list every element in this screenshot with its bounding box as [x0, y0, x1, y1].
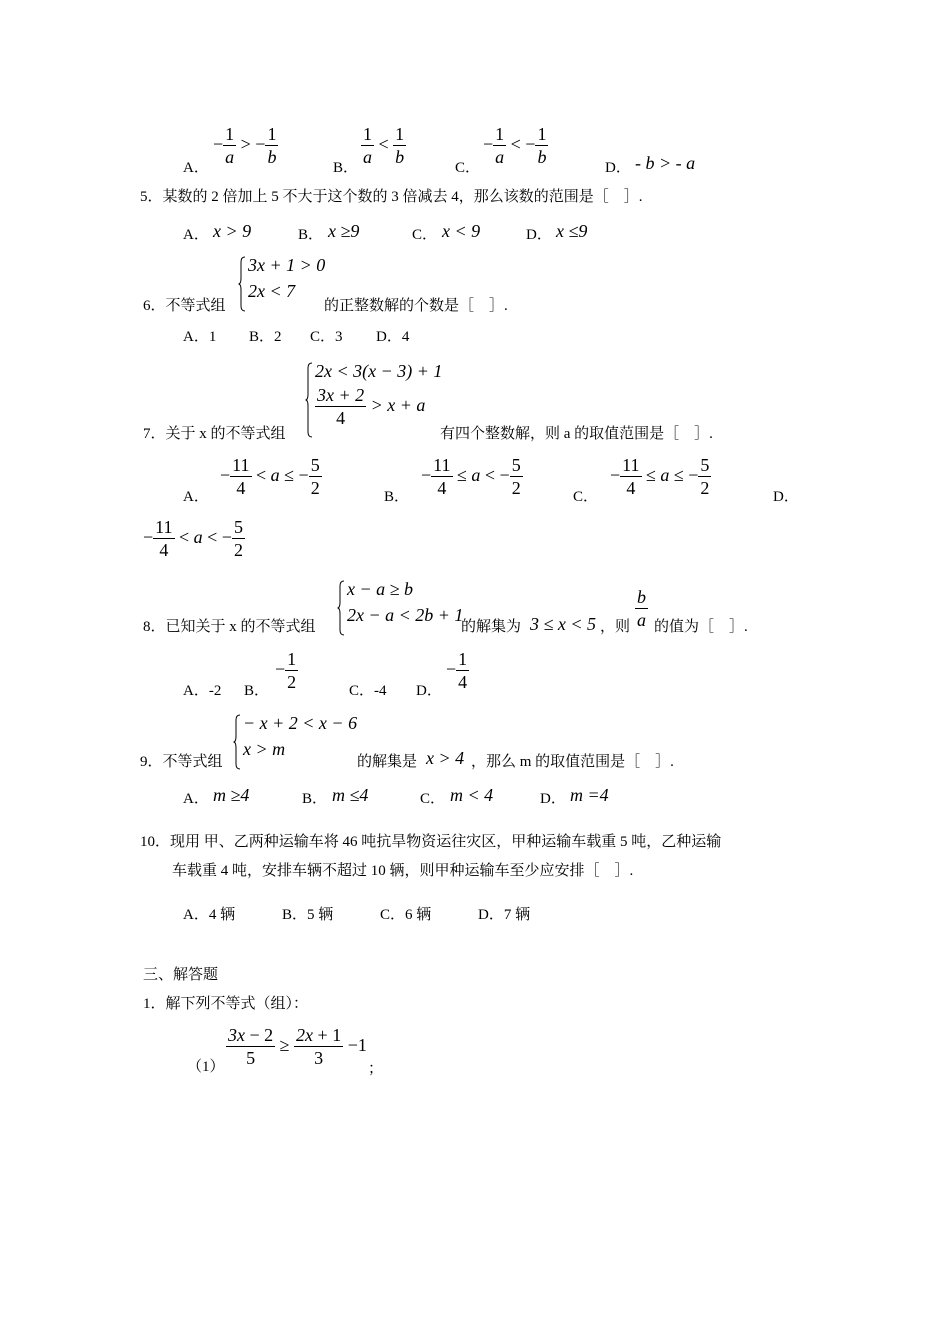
q6-system-row1: 3x + 1 > 0: [248, 255, 326, 275]
section3-sub1-end: ；: [368, 1061, 384, 1077]
q9-system-row1: − x + 2 < x − 6: [243, 713, 358, 733]
q7-b-math: − $\frac{11}{4}$ ≤ a < − $\frac{5}{2}$: [421, 455, 521, 498]
q8-suffix: 的值为［ ］.: [654, 619, 748, 635]
q4-d-math: - b > - a: [635, 153, 696, 173]
q5-a-math: x > 9: [213, 221, 252, 241]
option-label: A．: [183, 489, 209, 505]
q8-d-math: − $\frac{1}{4}$: [446, 649, 468, 692]
brace-icon: [305, 362, 313, 438]
q7-row2-denominator: 4: [336, 407, 346, 428]
option: B．2: [249, 329, 282, 345]
q9-d-math: m =4: [570, 785, 609, 805]
q7-system-row1: 2x < 3(x − 3) + 1: [315, 361, 443, 381]
q5-c-math: x < 9: [442, 221, 481, 241]
q9-a-math: m ≥4: [213, 785, 250, 805]
q8-b-math: − $\frac{1}{2}$: [275, 649, 297, 692]
option: A．4 辆: [183, 907, 236, 923]
brace-icon: [238, 256, 246, 312]
option-label: A．: [183, 227, 209, 243]
q8-ratio: $\frac{b}{a}$: [637, 587, 646, 630]
q5-d-math: x ≤9: [556, 221, 588, 241]
option-label: B．: [302, 791, 328, 807]
q5-text: 5．某数的 2 倍加上 5 不大于这个数的 3 倍减去 4，那么该数的范围是［ ］.: [140, 189, 643, 205]
q8-system-row2: 2x − a < 2b + 1: [347, 605, 464, 625]
option-label: D．: [605, 160, 631, 176]
q10-line2: 车载重 4 吨，安排车辆不超过 10 辆，则甲种运输车至少应安排［ ］.: [172, 863, 634, 879]
q6-prefix: 6．不等式组: [143, 298, 226, 314]
q9-b-math: m ≤4: [332, 785, 369, 805]
section3-sub1-math: $\frac{3x - 2}{5}$ ≥ $\frac{2x + 1}{3}$ −1: [228, 1025, 367, 1068]
q6-suffix: 的正整数解的个数是［ ］.: [324, 298, 508, 314]
q6-system: [238, 256, 325, 300]
option: C．6 辆: [380, 907, 432, 923]
q8-mid: 的解集为: [461, 619, 522, 635]
q9-c-math: m < 4: [450, 785, 494, 805]
q7-prefix: 7．关于 x 的不等式组: [143, 426, 286, 442]
option-label: B．: [298, 227, 324, 243]
option-label: C．: [573, 489, 599, 505]
option-label: B．: [244, 683, 270, 699]
section3-sub1-label: （1）: [187, 1059, 225, 1075]
q5-b-math: x ≥9: [328, 221, 360, 241]
q9-system-row2: x > m: [243, 739, 286, 759]
option-label: C．: [412, 227, 438, 243]
q9-suffix: ，那么 m 的取值范围是［ ］.: [471, 754, 674, 770]
option-label: C．: [455, 160, 481, 176]
q9-solution: x > 4: [426, 748, 465, 768]
q7-a-math: − $\frac{11}{4}$ < a ≤ − $\frac{5}{2}$: [220, 455, 320, 498]
option-label: D．: [773, 489, 799, 505]
option: B．5 辆: [282, 907, 334, 923]
option-label: D．: [540, 791, 566, 807]
section-title: 三、解答题: [143, 967, 219, 983]
brace-icon: [233, 714, 241, 770]
q4-b-math: $\frac{1}{a}$ < $\frac{1}{b}$: [363, 124, 405, 167]
option: C．-4: [349, 683, 387, 699]
q9-system: [233, 714, 357, 758]
q7-row2-numerator: 3x + 2: [317, 385, 365, 405]
option: D．7 辆: [478, 907, 531, 923]
option-label: B．: [333, 160, 359, 176]
q7-system-row2: [315, 386, 442, 428]
option-label: A．: [183, 160, 209, 176]
option: C．3: [310, 329, 343, 345]
q8-then: ，则: [600, 619, 631, 635]
q8-system-row1: x − a ≥ b: [347, 579, 414, 599]
q8-solution: 3 ≤ x < 5: [530, 614, 597, 634]
brace-icon: [337, 580, 345, 636]
q7-d-math: − $\frac{11}{4}$ < a < − $\frac{5}{2}$: [143, 517, 243, 560]
section3-q1-text: 1．解下列不等式（组）：: [143, 996, 309, 1012]
q9-prefix: 9．不等式组: [140, 754, 223, 770]
q8-prefix: 8．已知关于 x 的不等式组: [143, 619, 316, 635]
option: A．-2: [183, 683, 222, 699]
q7-suffix: 有四个整数解，则 a 的取值范围是［ ］.: [440, 426, 713, 442]
q7-row2-rest: > x + a: [370, 395, 426, 416]
q4-a-math: − $\frac{1}{a}$ > − $\frac{1}{b}$: [213, 124, 277, 167]
option-label: A．: [183, 791, 209, 807]
option-label: D．: [416, 683, 442, 699]
q9-mid: 的解集是: [357, 754, 418, 770]
q10-line1: 10．现用 甲、乙两种运输车将 46 吨抗旱物资运往灾区，甲种运输车载重 5 吨，乙种运输: [140, 834, 722, 850]
q7-c-math: − $\frac{11}{4}$ ≤ a ≤ − $\frac{5}{2}$: [610, 455, 710, 498]
option-label: B．: [384, 489, 410, 505]
q8-system: [337, 580, 463, 624]
q7-system: [305, 362, 442, 428]
option-label: C．: [420, 791, 446, 807]
q6-system-row2: 2x < 7: [248, 281, 296, 301]
option-label: D．: [526, 227, 552, 243]
option: A．1: [183, 329, 217, 345]
option: D．4: [376, 329, 410, 345]
q4-c-math: − $\frac{1}{a}$ < − $\frac{1}{b}$: [483, 124, 547, 167]
